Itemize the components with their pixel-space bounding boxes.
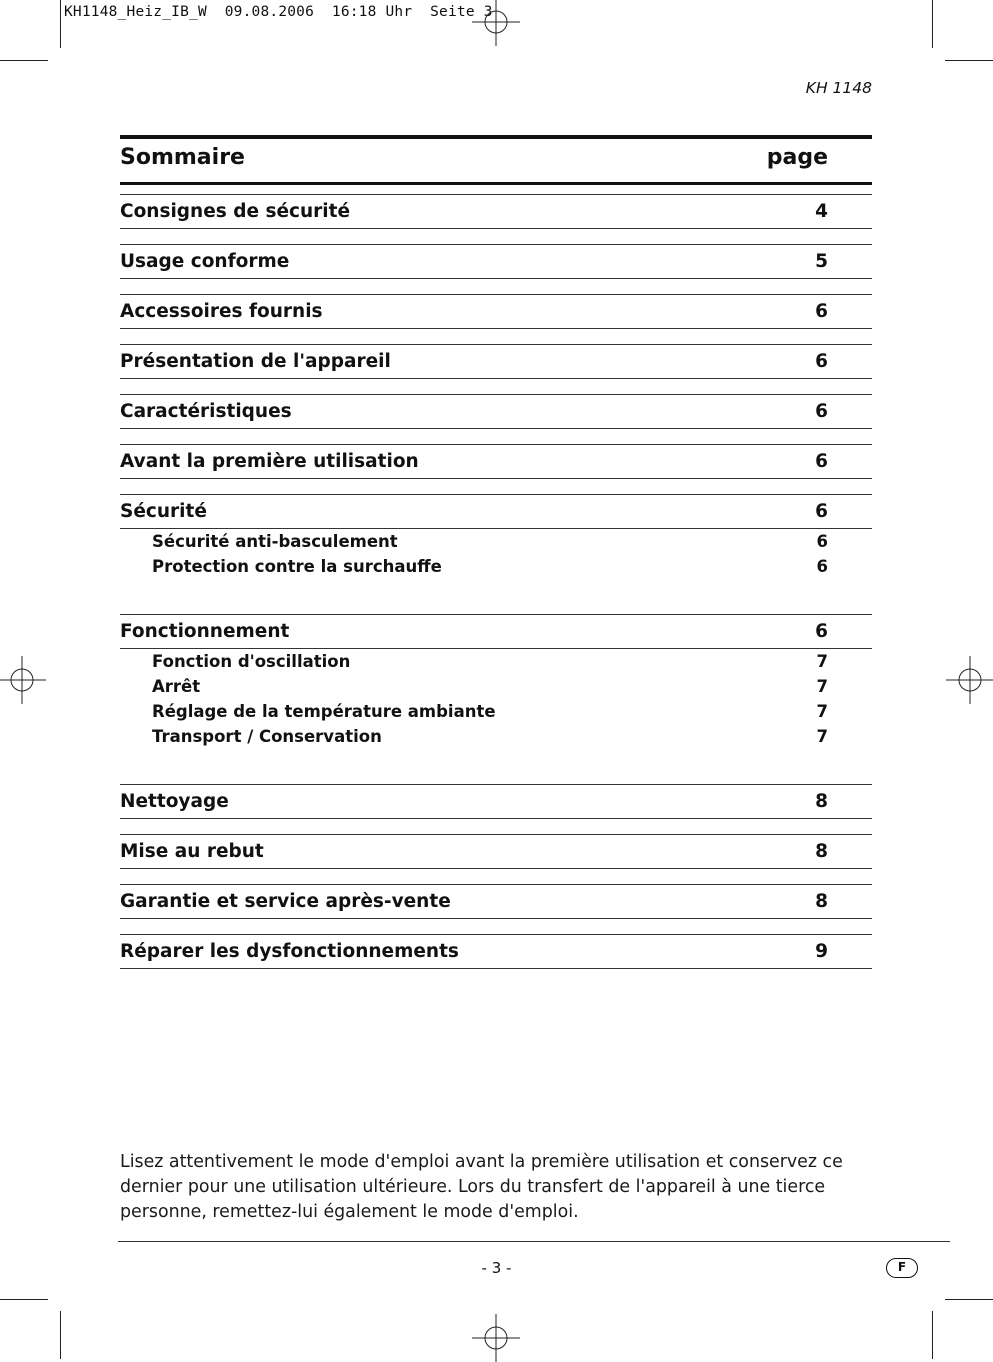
toc-entry (120, 835, 872, 869)
registration-mark-icon (472, 0, 520, 46)
crop-mark (60, 1311, 61, 1359)
toc-subentry-page: 7 (816, 727, 828, 746)
toc-section (120, 834, 872, 869)
toc-entry-title: Usage conforme (120, 251, 290, 272)
toc-entry-title: Mise au rebut (120, 841, 264, 862)
toc-subsection-list (120, 649, 872, 769)
toc-entry-page: 6 (815, 351, 828, 372)
toc-entry-page: 9 (815, 941, 828, 962)
toc-entry (120, 395, 872, 429)
toc-subentry-page: 7 (816, 677, 828, 696)
toc-entry (120, 495, 872, 529)
toc-entry-page: 4 (815, 201, 828, 222)
toc-subentry-title: Protection contre la surchauffe (152, 557, 442, 576)
toc-entry-page: 8 (815, 841, 828, 862)
toc-entry-title: Nettoyage (120, 791, 229, 812)
print-slug: KH1148_Heiz_IB_W 09.08.2006 16:18 Uhr Seite 3 (64, 4, 493, 20)
toc-entry-title: Réparer les dysfonctionnements (120, 941, 459, 962)
toc-section (120, 884, 872, 919)
toc-subentry-page: 7 (816, 702, 828, 721)
toc-section (120, 344, 872, 379)
toc-header (120, 145, 828, 170)
toc-entry (120, 195, 872, 229)
crop-mark (0, 1299, 48, 1300)
toc-subentry-page: 6 (816, 557, 828, 576)
toc-entry-page: 6 (815, 621, 828, 642)
toc-entry-page: 6 (815, 451, 828, 472)
toc-subentry-title: Transport / Conservation (152, 727, 382, 746)
toc-entry-title: Présentation de l'appareil (120, 351, 391, 372)
table-of-contents (120, 194, 872, 969)
crop-mark (932, 0, 933, 48)
toc-section (120, 494, 872, 599)
toc-entry-title: Fonctionnement (120, 621, 290, 642)
toc-entry (120, 935, 872, 969)
toc-entry (120, 885, 872, 919)
toc-entry (120, 245, 872, 279)
toc-header-rule (120, 182, 872, 185)
toc-subentry-page: 6 (816, 532, 828, 551)
toc-subentry-page: 7 (816, 652, 828, 671)
toc-section (120, 444, 872, 479)
toc-entry-page: 8 (815, 891, 828, 912)
toc-section (120, 784, 872, 819)
toc-section (120, 244, 872, 279)
toc-entry-title: Accessoires fournis (120, 301, 323, 322)
toc-entry-title: Avant la première utilisation (120, 451, 419, 472)
registration-mark-icon (946, 656, 993, 704)
toc-entry (120, 445, 872, 479)
toc-entry-page: 5 (815, 251, 828, 272)
toc-entry-title: Garantie et service après-vente (120, 891, 451, 912)
toc-section (120, 194, 872, 229)
toc-subentry (120, 529, 872, 554)
toc-top-rule (120, 135, 872, 139)
toc-entry (120, 615, 872, 649)
toc-section (120, 294, 872, 329)
toc-entry-title: Consignes de sécurité (120, 201, 351, 222)
crop-mark (945, 1299, 993, 1300)
toc-page-label: page (766, 145, 828, 170)
toc-entry-title: Caractéristiques (120, 401, 292, 422)
toc-subentry-title: Fonction d'oscillation (152, 652, 351, 671)
toc-subentry-title: Réglage de la température ambiante (152, 702, 496, 721)
toc-entry (120, 295, 872, 329)
page-number: - 3 - (481, 1259, 512, 1277)
toc-subentry (120, 699, 872, 724)
toc-entry-title: Sécurité (120, 501, 207, 522)
toc-entry-page: 6 (815, 401, 828, 422)
footer-rule (118, 1241, 950, 1242)
toc-section (120, 394, 872, 429)
toc-section (120, 934, 872, 969)
toc-entry (120, 345, 872, 379)
toc-section (120, 614, 872, 769)
toc-subentry-title: Sécurité anti-basculement (152, 532, 398, 551)
toc-subsection-list (120, 529, 872, 599)
toc-subentry (120, 649, 872, 674)
registration-mark-icon (472, 1314, 520, 1362)
toc-subentry (120, 724, 872, 749)
usage-note: Lisez attentivement le mode d'emploi avant la première utilisation et conservez ce dernier pour une utilisation ultérieure. Lors du transfert de l'appareil à une tierce personne, remettez-lui également le mode d'emploi. (120, 1152, 843, 1222)
language-badge: F (886, 1258, 918, 1278)
toc-subentry-title: Arrêt (152, 677, 201, 696)
toc-entry-page: 6 (815, 501, 828, 522)
toc-subentry (120, 554, 872, 579)
crop-mark (932, 1311, 933, 1359)
toc-entry-page: 8 (815, 791, 828, 812)
toc-entry-page: 6 (815, 301, 828, 322)
crop-mark (60, 0, 61, 48)
registration-mark-icon (0, 656, 46, 704)
toc-entry (120, 785, 872, 819)
toc-subentry (120, 674, 872, 699)
crop-mark (0, 60, 48, 61)
crop-mark (945, 60, 993, 61)
toc-title: Sommaire (120, 145, 245, 170)
model-number: KH 1148 (805, 79, 872, 97)
